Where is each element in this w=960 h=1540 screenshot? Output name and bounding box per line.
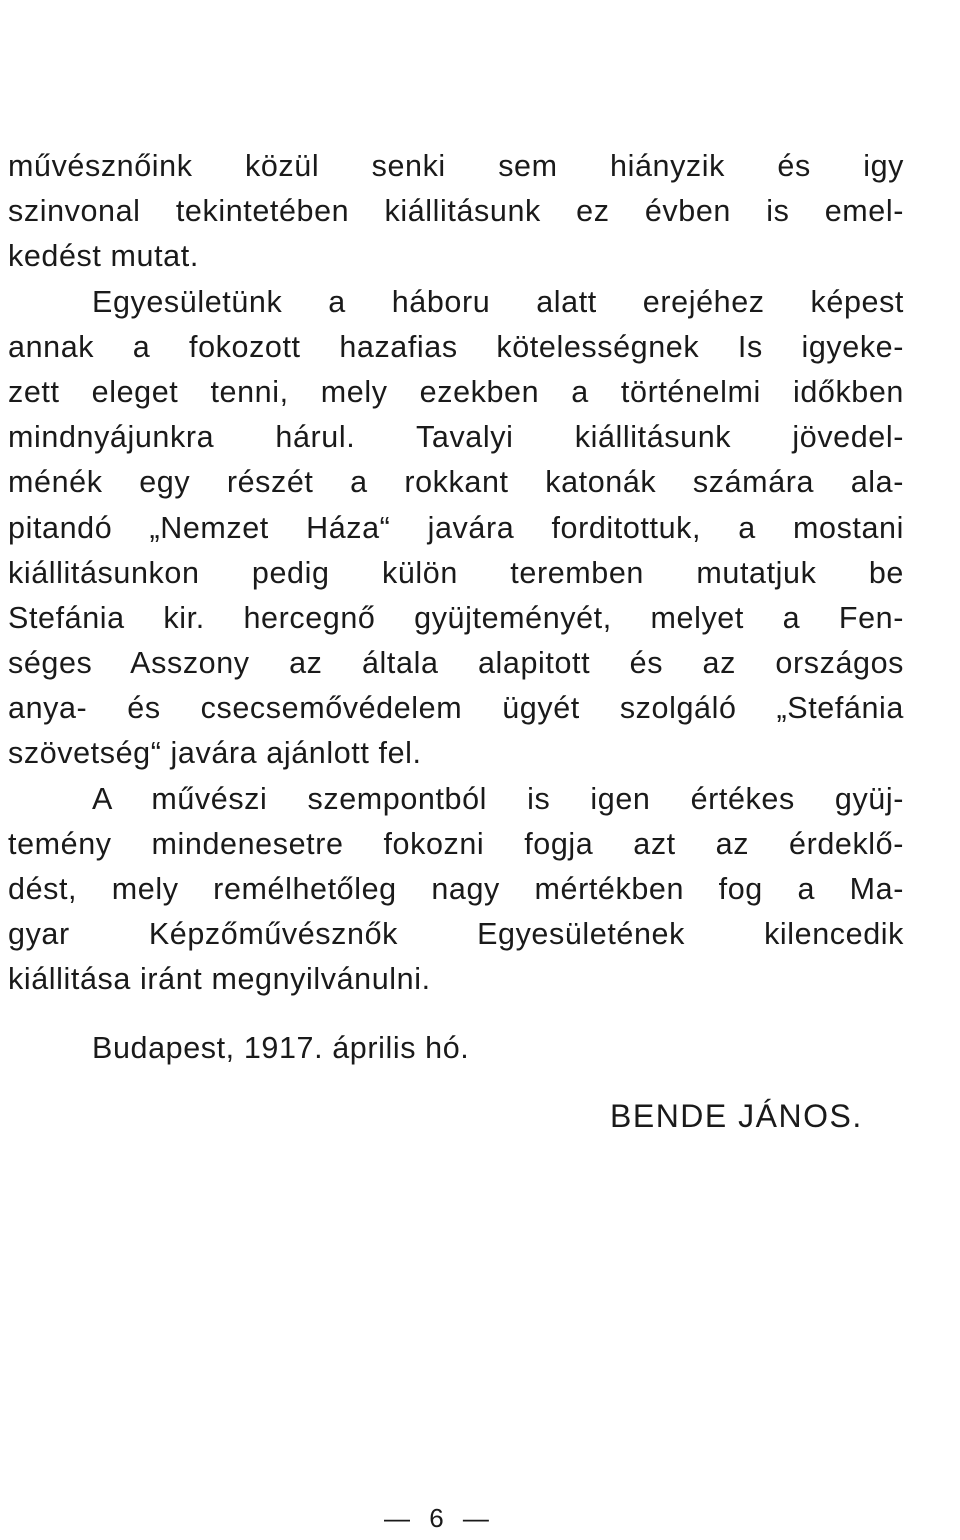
- signature: BENDE JÁNOS.: [610, 1098, 863, 1134]
- text-line: temény mindenesetre fokozni fogja azt az érdeklő-: [8, 826, 904, 861]
- page-number: — 6 —: [384, 1503, 489, 1533]
- text-line: gyar Képzőművésznők Egyesületének kilencedik: [8, 917, 904, 952]
- text-line: ménék egy részét a rokkant katonák számára ala-: [8, 465, 904, 500]
- text-line: művésznőink közül senki sem hiányzik és igy: [8, 149, 904, 183]
- text-line: mindnyájunkra hárul. Tavalyi kiállitásunk jövedel-: [8, 420, 904, 455]
- text-line: annak a fokozott hazafias kötelességnek Is igyeke-: [8, 329, 904, 364]
- text-line: dést, mely remélhetőleg nagy mértékben fog a Ma-: [8, 872, 904, 906]
- text-line: A művészi szempontból is igen értékes gyüj-: [92, 781, 904, 816]
- text-line: kedést mutat.: [8, 239, 199, 274]
- dateline: Budapest, 1917. április hó.: [92, 1031, 470, 1065]
- text-line: kiállitása iránt megnyilvánulni.: [8, 962, 431, 997]
- text-line: zett eleget tenni, mely ezekben a történelmi időkben: [8, 374, 904, 409]
- text-line: pitandó „Nemzet Háza“ javára forditottuk, a mostani: [8, 510, 904, 545]
- text-line: kiállitásunkon pedig külön teremben mutatjuk be: [8, 555, 904, 590]
- text-line: séges Asszony az általa alapitott és az országos: [8, 646, 904, 681]
- text-line: anya- és csecsemővédelem ügyét szolgáló „Stefánia: [8, 691, 904, 726]
- text-line: Stefánia kir. hercegnő gyüjteményét, melyet a Fen-: [8, 600, 904, 635]
- text-line: szövetség“ javára ajánlott fel.: [8, 736, 422, 771]
- text-line: Egyesületünk a háboru alatt erejéhez képest: [92, 284, 904, 319]
- body-text: [8, 144, 904, 1003]
- text-line: szinvonal tekintetében kiállitásunk ez évben is emel-: [8, 194, 904, 229]
